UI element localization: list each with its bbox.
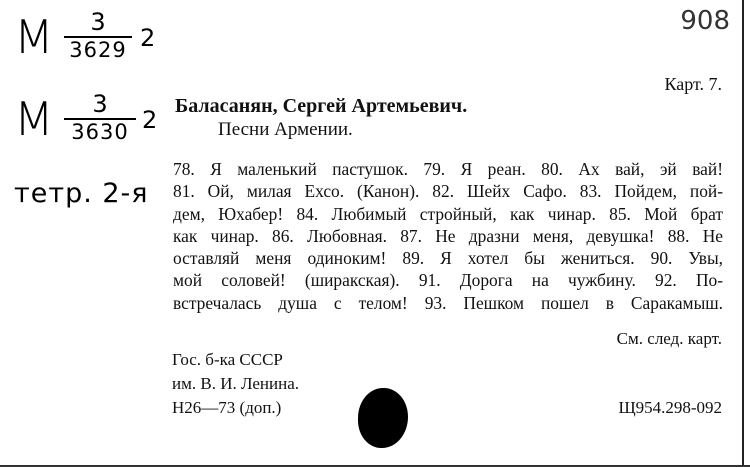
contents-line: как чинар. 86. Любовная. 87. Не дразни меня, девушка! 88. Не <box>173 225 723 246</box>
handwritten-shelf-fraction-1 <box>64 10 132 61</box>
handwritten-notebook-note: тетр. 2-я <box>14 178 149 209</box>
card-number: Карт. 7. <box>664 74 722 94</box>
handwritten-shelf-fraction-2 <box>64 92 136 143</box>
library-imprint <box>172 348 299 420</box>
handwritten-shelf-letter-1: М <box>14 10 54 64</box>
catalog-code: Щ954.298-092 <box>618 398 722 417</box>
library-line: им. В. И. Ленина. <box>172 374 300 393</box>
contents-list <box>173 158 723 314</box>
shelf-numerator-2: 3 <box>92 90 108 118</box>
punch-hole <box>358 388 408 448</box>
handwritten-mark-1: 2 <box>140 24 156 52</box>
contents-line: мой соловей! (ширакская). 91. Дорога на чужбину. 92. По- <box>173 270 723 291</box>
library-line: Гос. б-ка СССР <box>172 350 283 369</box>
shelf-numerator-1: 3 <box>90 8 106 36</box>
see-next-card: См. след. карт. <box>616 329 722 348</box>
card-right-edge <box>742 0 744 467</box>
contents-line: дем, Юхабер! 84. Любимый стройный, как чинар. 85. Мой брат <box>173 203 723 224</box>
handwritten-mark-2: 2 <box>142 106 158 134</box>
library-line: Н26—73 (доп.) <box>172 398 282 417</box>
contents-line: оставляй меня одиноким! 89. Я хотел бы жениться. 90. Увы, <box>173 248 723 269</box>
contents-line: 78. Я маленький пастушок. 79. Я реан. 80. Ах вай, эй вай! <box>173 159 723 179</box>
work-title: Песни Армении. <box>218 119 353 140</box>
shelf-denominator-1: 3629 <box>69 38 127 62</box>
contents-line: встречалась душа с телом! 93. Пешком пошел в Саракамыш. <box>173 292 723 313</box>
shelf-denominator-2: 3630 <box>71 120 129 144</box>
author-heading: Баласанян, Сергей Артемьевич. <box>175 95 468 117</box>
handwritten-stamp-number: 908 <box>680 6 730 36</box>
contents-line: 81. Ой, милая Ехсо. (Канон). 82. Шейх Сафо. 83. Пойдем, пой- <box>173 181 723 202</box>
handwritten-shelf-letter-2: М <box>14 92 54 146</box>
